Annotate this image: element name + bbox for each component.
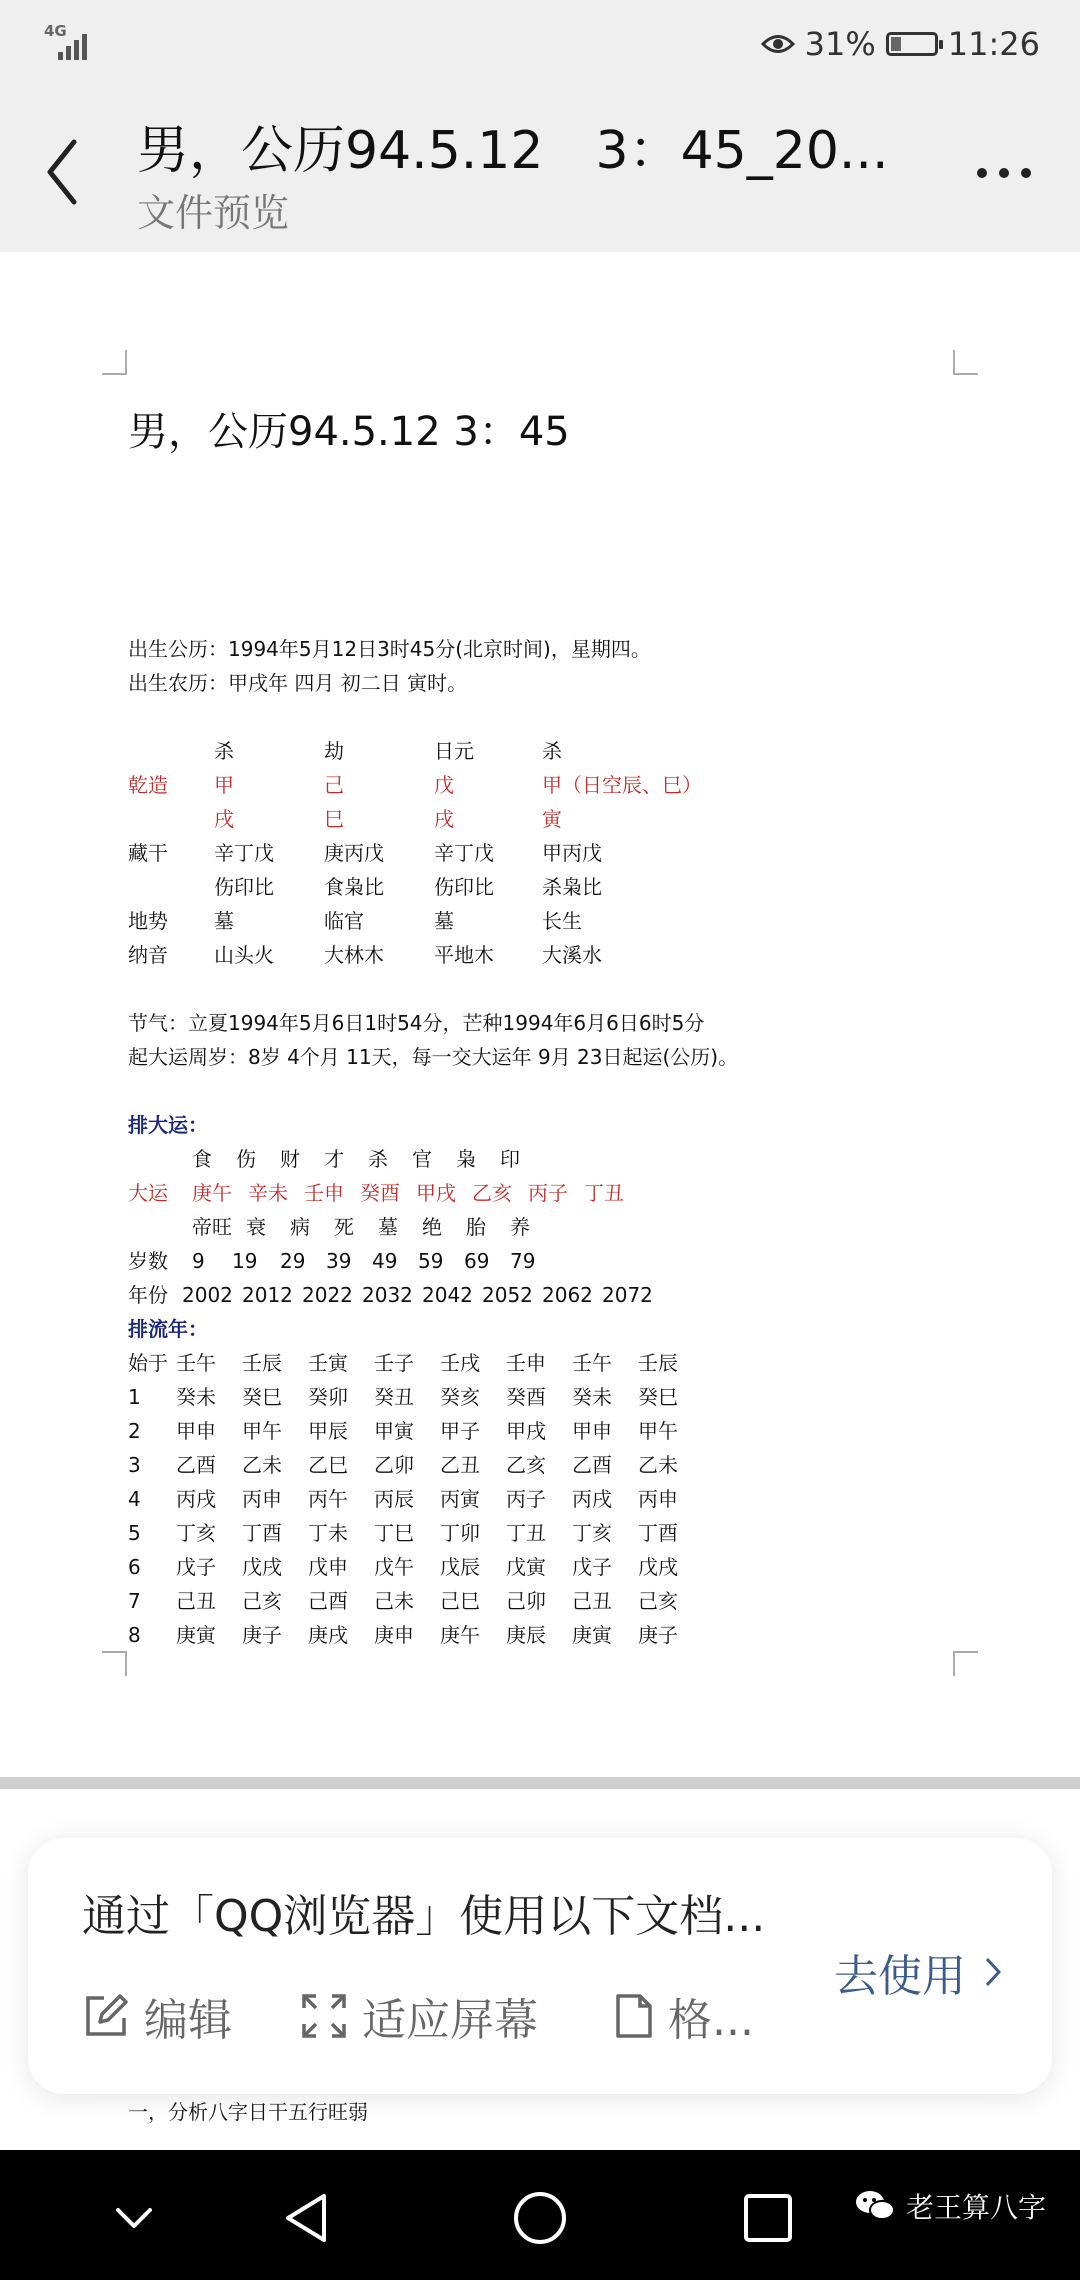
page-corner-mark [102,1650,128,1676]
page-corner-mark [952,1650,978,1676]
document-title: 男，公历94.5.12 3：45_20... [137,121,889,181]
promo-title: 通过「QQ浏览器」使用以下文档... [82,1891,766,1942]
liunian-row [128,1550,1008,1584]
battery-percent: 31% [804,25,876,63]
section-heading: 一，分析八字日干五行旺弱 [128,2100,368,2124]
liunian-cell: 庚子 [638,1623,678,1647]
liunian-cell: 丁巳 [374,1521,414,1545]
liunian-row [128,1414,1008,1448]
liunian-cell: 丙寅 [440,1487,480,1511]
liunian-cell: 戊申 [308,1555,348,1579]
liunian-cell: 庚子 [242,1623,282,1647]
edit-icon [82,1992,130,2040]
dayun-ages: 岁数 9 19 29 39 49 59 69 79 [128,1249,536,1273]
liunian-cell: 丁亥 [572,1521,612,1545]
liunian-cell: 己亥 [242,1589,282,1613]
document-heading: 男，公历94.5.12 3：45 [128,409,570,455]
page-divider [0,1777,1080,1789]
liunian-cell: 癸巳 [242,1385,282,1409]
chevron-right-icon [984,1956,1002,1988]
liunian-cell: 戊戌 [638,1555,678,1579]
liunian-row-index: 7 [128,1589,141,1613]
liunian-cell: 丁亥 [176,1521,216,1545]
bazi-nayin: 纳音 山头火 大林木 平地木 大溪水 [128,943,602,967]
liunian-cell: 乙亥 [506,1453,546,1477]
liunian-cell: 己丑 [176,1589,216,1613]
liunian-cell: 己卯 [506,1589,546,1613]
go-use-button[interactable]: 去使用 [834,1940,1002,2004]
bazi-ten-gods: 杀 劫 日元 杀 [214,739,562,763]
liunian-cell: 丁卯 [440,1521,480,1545]
nav-back-icon[interactable] [278,2188,338,2248]
liunian-header: 排流年： [128,1317,208,1341]
liunian-cell: 庚戌 [308,1623,348,1647]
liunian-cell: 戊辰 [440,1555,480,1579]
liunian-row-index: 8 [128,1623,141,1647]
more-options-icon[interactable] [964,158,1044,188]
document-icon [614,1992,654,2040]
solar-terms: 节气：立夏1994年5月6日1时54分，芒种1994年6月6日6时5分 [128,1011,705,1035]
liunian-cell: 丙辰 [374,1487,414,1511]
signal-icon: 4G [44,22,96,62]
liunian-cell: 丙子 [506,1487,546,1511]
luck-start: 起大运周岁：8岁 4个月 11天，每一交大运年 9月 23日起运(公历)。 [128,1045,739,1069]
liunian-row [128,1618,1008,1652]
liunian-cell: 甲辰 [308,1419,348,1443]
app-bar [0,90,1080,252]
liunian-cell: 癸亥 [440,1385,480,1409]
liunian-cell: 戊子 [176,1555,216,1579]
liunian-cell: 丙申 [638,1487,678,1511]
dayun-gods: 食 伤 财 才 杀 官 枭 印 [192,1147,520,1171]
document-subtitle: 文件预览 [137,191,290,235]
liunian-cell: 己巳 [440,1589,480,1613]
liunian-cell: 己亥 [638,1589,678,1613]
back-icon[interactable] [40,132,90,212]
liunian-row [128,1482,1008,1516]
liunian-cell: 乙未 [242,1453,282,1477]
liunian-cell: 庚寅 [572,1623,612,1647]
edit-action[interactable]: 编辑 [82,1986,232,2046]
dayun-years: 年份 2002 2012 2022 2032 2042 2052 2062 2072 [128,1283,653,1307]
liunian-cell: 甲寅 [374,1419,414,1443]
liunian-cell: 乙丑 [440,1453,480,1477]
liunian-cell: 癸卯 [308,1385,348,1409]
bazi-branches: 戌 巳 戌 寅 [214,807,562,831]
liunian-cell: 乙酉 [176,1453,216,1477]
liunian-cell: 丁丑 [506,1521,546,1545]
liunian-cell: 甲戌 [506,1419,546,1443]
liunian-cell: 庚申 [374,1623,414,1647]
liunian-cell: 癸丑 [374,1385,414,1409]
liunian-row-index: 3 [128,1453,141,1477]
liunian-row [128,1380,1008,1414]
dayun-header: 排大运： [128,1113,208,1137]
liunian-cell: 庚午 [440,1623,480,1647]
navigation-bar [0,2150,1080,2280]
fit-screen-action[interactable]: 适应屏幕 [300,1986,538,2046]
liunian-start: 始于 壬午 壬辰 壬寅 壬子 壬戌 壬申 壬午 壬辰 [128,1351,678,1375]
liunian-cell: 丁酉 [242,1521,282,1545]
dayun-pillars: 大运 庚午 辛未 壬申 癸酉 甲戌 乙亥 丙子 丁丑 [128,1181,624,1205]
liunian-cell: 癸酉 [506,1385,546,1409]
liunian-cell: 戊寅 [506,1555,546,1579]
bazi-hidden-stems: 藏干 辛丁戊 庚丙戊 辛丁戊 甲丙戊 [128,841,602,865]
page-corner-mark [952,350,978,376]
liunian-cell: 戊戌 [242,1555,282,1579]
liunian-cell: 丙戌 [572,1487,612,1511]
birth-solar: 出生公历：1994年5月12日3时45分(北京时间)，星期四。 [128,637,651,661]
wechat-icon [854,2188,896,2224]
page-corner-mark [102,350,128,376]
liunian-row-index: 6 [128,1555,141,1579]
liunian-cell: 己未 [374,1589,414,1613]
watermark: 老王算八字 [854,2186,1046,2226]
liunian-row-index: 4 [128,1487,141,1511]
liunian-cell: 丁酉 [638,1521,678,1545]
liunian-cell: 癸未 [176,1385,216,1409]
liunian-row [128,1448,1008,1482]
liunian-cell: 己酉 [308,1589,348,1613]
eye-icon [761,33,795,55]
liunian-table [128,1380,1008,1652]
liunian-cell: 甲午 [638,1419,678,1443]
liunian-cell: 庚辰 [506,1623,546,1647]
liunian-row-index: 2 [128,1419,141,1443]
clock: 11:26 [947,25,1040,63]
home-icon[interactable] [510,2188,570,2248]
liunian-cell: 乙酉 [572,1453,612,1477]
bazi-hidden-gods: 伤印比 食枭比 伤印比 杀枭比 [214,875,602,899]
liunian-cell: 癸巳 [638,1385,678,1409]
liunian-cell: 乙巳 [308,1453,348,1477]
battery-icon [886,32,938,56]
liunian-row [128,1516,1008,1550]
dayun-stages: 帝旺 衰 病 死 墓 绝 胎 养 [192,1215,530,1239]
birth-lunar: 出生农历：甲戌年 四月 初二日 寅时。 [128,671,468,695]
liunian-cell: 甲申 [176,1419,216,1443]
fit-screen-icon [300,1992,348,2040]
liunian-cell: 甲申 [572,1419,612,1443]
qq-browser-promo-card [28,1838,1052,2094]
status-bar [0,0,1080,90]
bazi-stems: 乾造 甲 己 戊 甲（日空辰、巳） [128,773,702,797]
liunian-cell: 庚寅 [176,1623,216,1647]
document-body [128,632,1008,1652]
format-action[interactable]: 格... [614,1986,754,2046]
liunian-cell: 甲子 [440,1419,480,1443]
liunian-cell: 丁未 [308,1521,348,1545]
liunian-cell: 戊子 [572,1555,612,1579]
liunian-cell: 甲午 [242,1419,282,1443]
document-page[interactable] [0,252,1080,1772]
liunian-cell: 乙未 [638,1453,678,1477]
liunian-row [128,1584,1008,1618]
liunian-cell: 丙戌 [176,1487,216,1511]
liunian-cell: 丙申 [242,1487,282,1511]
recents-icon[interactable] [738,2188,798,2248]
collapse-icon[interactable] [104,2188,164,2248]
liunian-cell: 戊午 [374,1555,414,1579]
liunian-cell: 乙卯 [374,1453,414,1477]
liunian-row-index: 5 [128,1521,141,1545]
liunian-cell: 己丑 [572,1589,612,1613]
liunian-cell: 癸未 [572,1385,612,1409]
liunian-row-index: 1 [128,1385,141,1409]
bazi-stages: 地势 墓 临官 墓 长生 [128,909,582,933]
liunian-cell: 丙午 [308,1487,348,1511]
